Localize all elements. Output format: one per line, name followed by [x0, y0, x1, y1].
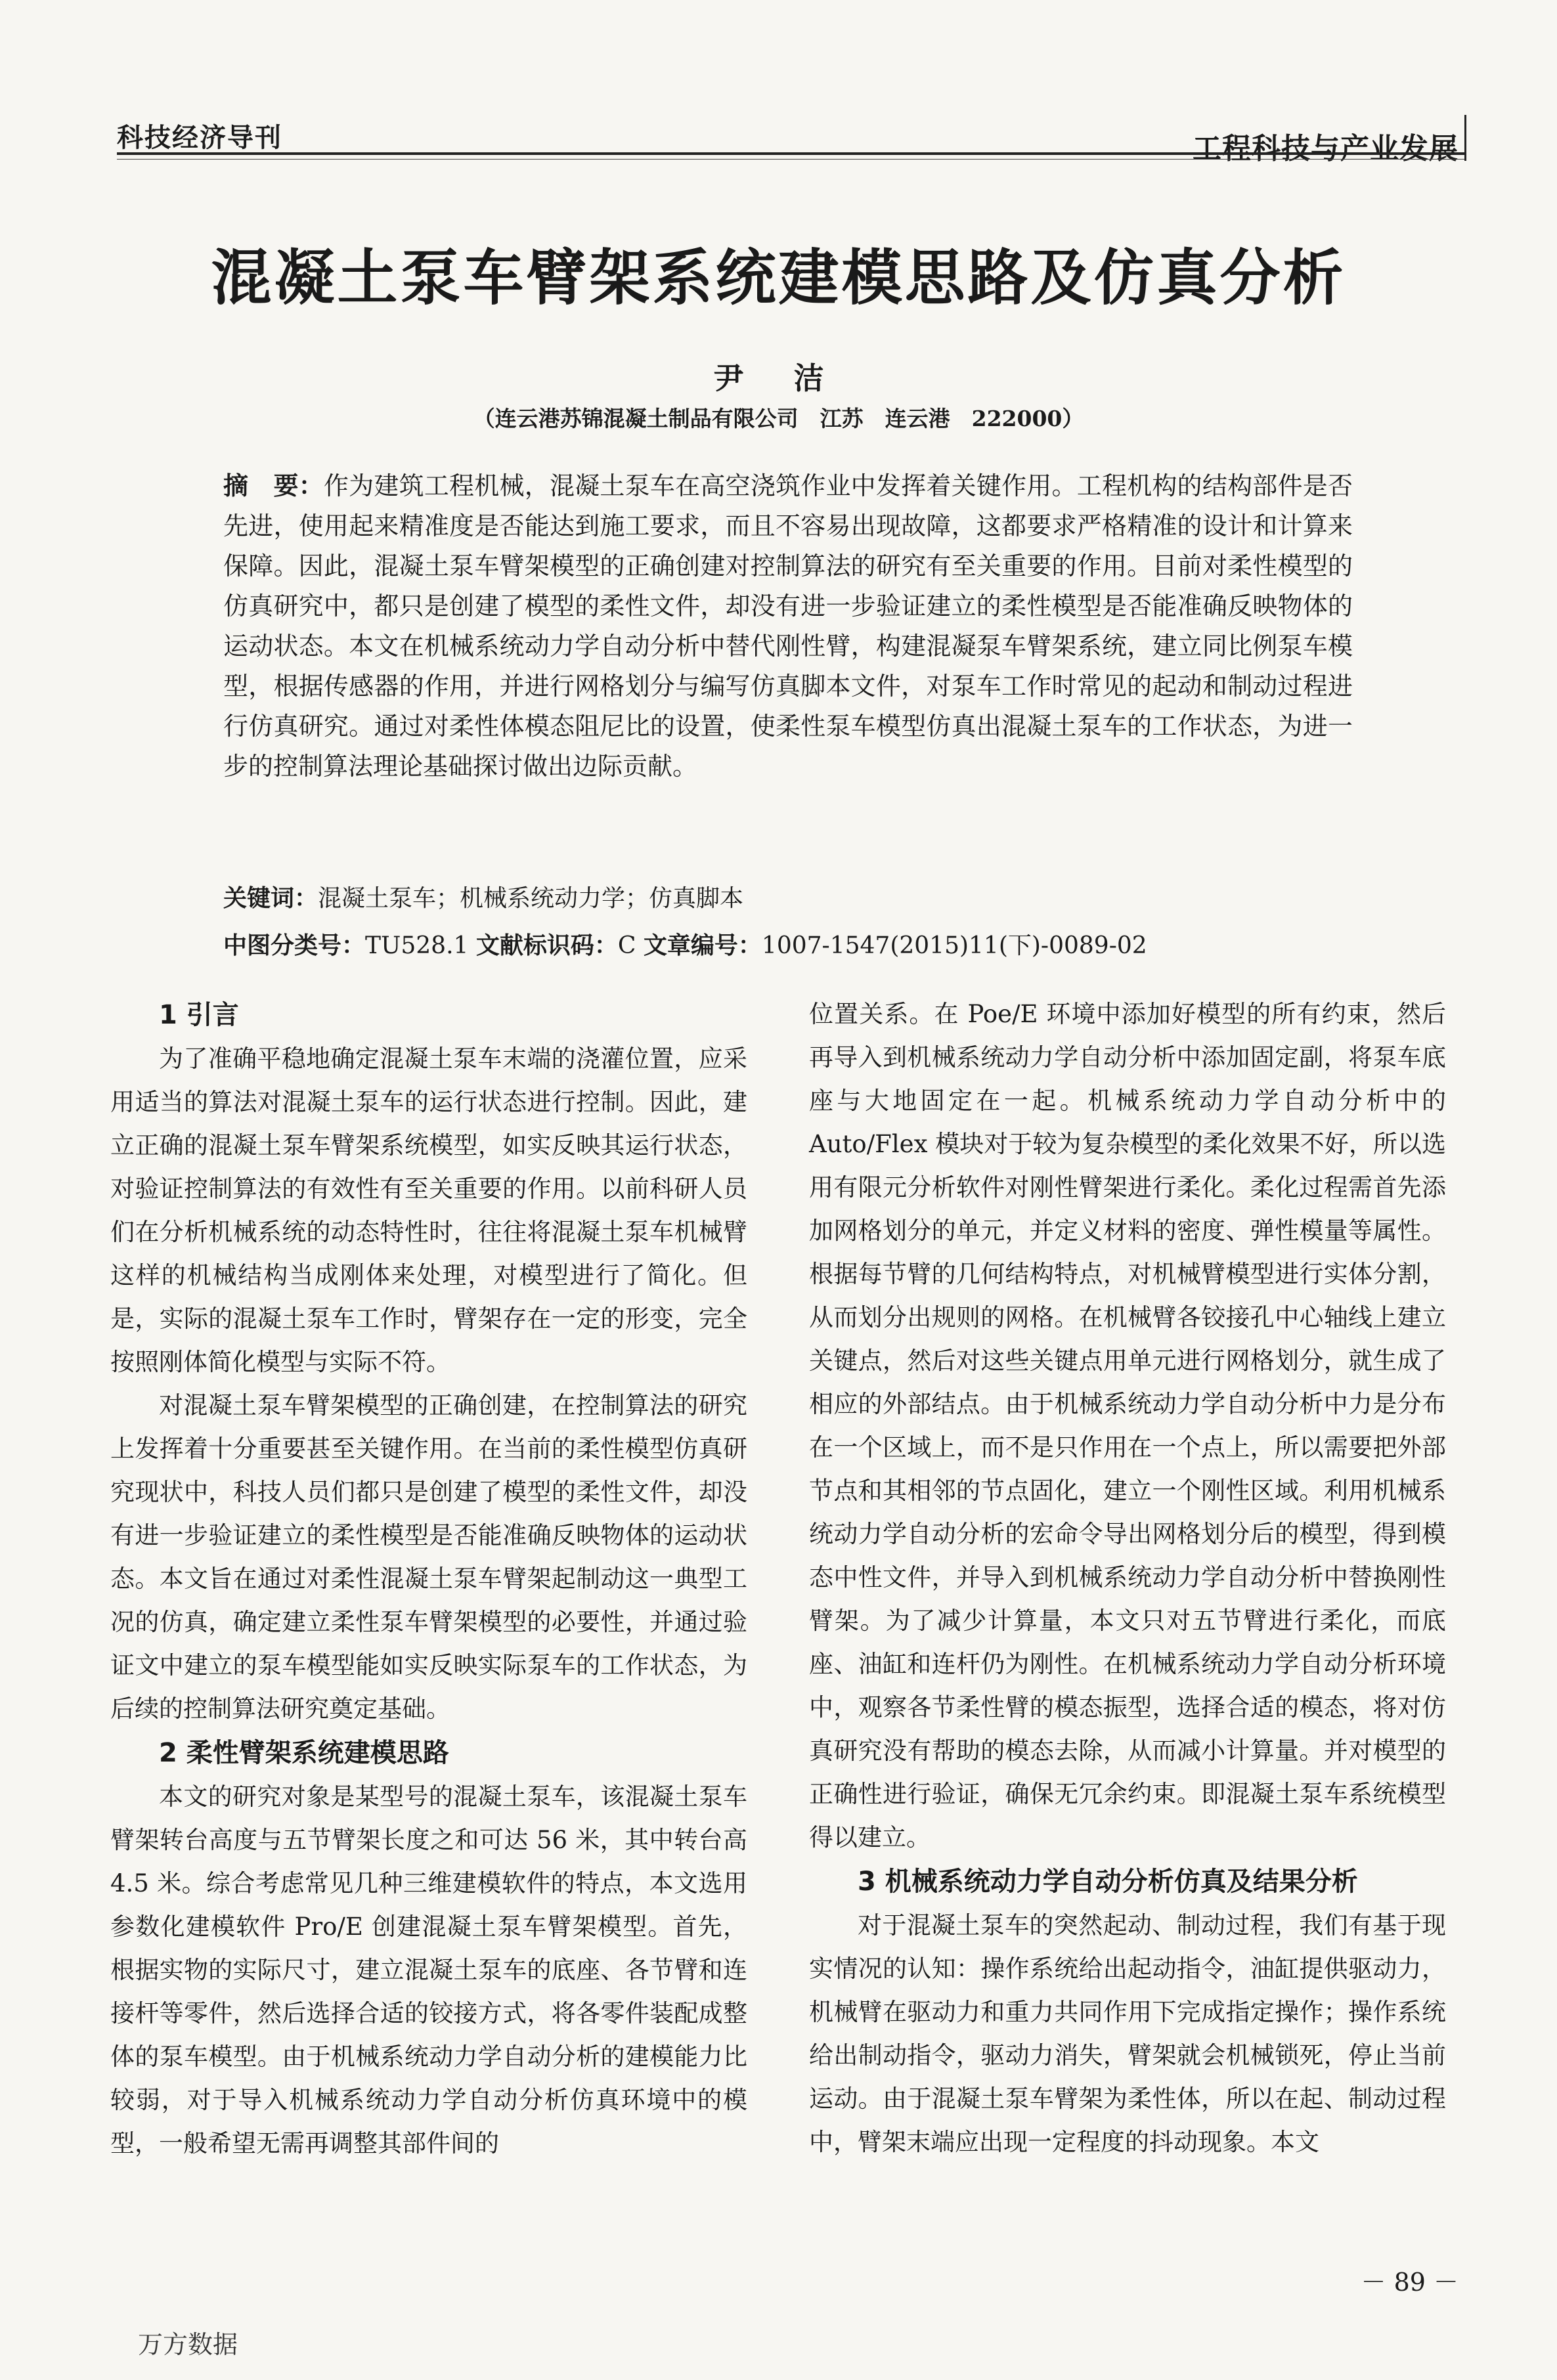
footer-watermark: 万方数据	[138, 2330, 238, 2359]
paper-title: 混凝土泵车臂架系统建模思路及仿真分析	[211, 242, 1346, 313]
section-3-paragraph-1: 对于混凝土泵车的突然起动、制动过程，我们有基于现实情况的认知：操作系统给出起动指令，油缸提供驱动力，机械臂在驱动力和重力共同作用下完成指定操作；操作系统给出制动指令，驱动力消失，臂架就会机械锁死，停止当前运动。由于混凝土泵车臂架为柔性体，所以在起、制动过程中，臂架末端应出现一定程度的抖动现象。本文	[809, 1911, 1446, 2156]
abstract-text: 作为建筑工程机械，混凝土泵车在高空浇筑作业中发挥着关键作用。工程机构的结构部件是否先进，使用起来精准度是否能达到施工要求，而且不容易出现故障，这都要求严格精准的设计和计算来保障。因此，混凝土泵车臂架模型的正确创建对控制算法的研究有至关重要的作用。目前对柔性模型的仿真研究中，都只是创建了模型的柔性文件，却没有进一步验证建立的柔性模型是否能准确反映物体的运动状态。本文在机械系统动力学自动分析中替代刚性臂，构建混凝泵车臂架系统，建立同比例泵车模型，根据传感器的作用，并进行网格划分与编写仿真脚本文件，对泵车工作时常见的起动和制动过程进行仿真研究。通过对柔性体模态阻尼比的设置，使柔性泵车模型仿真出混凝土泵车的工作状态，为进一步的控制算法理论基础探讨做出边际贡献。	[223, 471, 1353, 781]
doc-code-label: 文献标识码：	[475, 932, 618, 959]
classification-line	[223, 927, 1353, 961]
author-affiliation: （连云港苏锦混凝土制品有限公司 江苏 连云港 222000）	[473, 406, 1084, 431]
section-3-heading: 3 机械系统动力学自动分析仿真及结果分析	[858, 1867, 1358, 1897]
running-header-left: 科技经济导刊	[117, 123, 282, 153]
section-1-heading: 1 引言	[159, 1000, 239, 1030]
right-column	[809, 993, 1446, 2164]
keywords-label: 关键词：	[223, 885, 318, 912]
page-number: － 89 －	[1361, 2268, 1458, 2297]
left-column	[110, 993, 747, 2165]
doc-code-value: C	[617, 932, 636, 959]
clc-label: 中图分类号：	[223, 932, 366, 959]
header-rule	[117, 152, 1465, 160]
running-header-right: 工程科技与产业发展	[1193, 132, 1458, 165]
section-2-heading: 2 柔性臂架系统建模思路	[159, 1738, 449, 1768]
section-1-paragraph-2: 对混凝土泵车臂架模型的正确创建，在控制算法的研究上发挥着十分重要甚至关键作用。在当前的柔性模型仿真研究现状中，科技人员们都只是创建了模型的柔性文件，却没有进一步验证建立的柔性模型是否能准确反映物体的运动状态。本文旨在通过对柔性混凝土泵车臂架起制动这一典型工况的仿真，确定建立柔性泵车臂架模型的必要性，并通过验证文中建立的泵车模型能如实反映实际泵车的工作状态，为后续的控制算法研究奠定基础。	[110, 1391, 747, 1723]
abstract-label: 摘 要：	[223, 471, 324, 500]
section-2-continuation: 位置关系。在 Poe/E 环境中添加好模型的所有约束，然后再导入到机械系统动力学自动分析中添加固定副，将泵车底座与大地固定在一起。机械系统动力学自动分析中的 Auto/Flex 模块对于较为复杂模型的柔化效果不好，所以选用有限元分析软件对刚性臂架进行柔化。柔化过程需首先添加网格划分的单元，并定义材料的密度、弹性模量等属性。根据每节臂的几何结构特点，对机械臂模型进行实体分割，从而划分出规则的网格。在机械臂各铰接孔中心轴线上建立关键点，然后对这些关键点用单元进行网格划分，就生成了相应的外部结点。由于机械系统动力学自动分析中力是分布在一个区域上，而不是只作用在一个点上，所以需要把外部节点和其相邻的节点固化，建立一个刚性区域。利用机械系统动力学自动分析的宏命令导出网格划分后的模型，得到模态中性文件，并导入到机械系统动力学自动分析中替换刚性臂架。为了减少计算量，本文只对五节臂进行柔化，而底座、油缸和连杆仍为刚性。在机械系统动力学自动分析环境中，观察各节柔性臂的模态振型，选择合适的模态，将对仿真研究没有帮助的模态去除，从而减小计算量。并对模型的正确性进行验证，确保无冗余约束。即混凝土泵车系统模型得以建立。	[809, 1000, 1446, 1851]
author-name: 尹 洁	[713, 360, 844, 396]
article-number-label: 文章编号：	[643, 932, 762, 959]
clc-value: TU528.1	[365, 932, 469, 959]
keywords-text: 混凝土泵车；机械系统动力学；仿真脚本	[318, 885, 744, 912]
header-bracket	[1464, 115, 1466, 161]
article-number-value: 1007-1547(2015)11(下)-0089-02	[761, 932, 1147, 959]
keywords	[223, 880, 1353, 913]
section-2-paragraph-1: 本文的研究对象是某型号的混凝土泵车，该混凝土泵车臂架转台高度与五节臂架长度之和可达 56 米，其中转台高 4.5 米。综合考虑常见几种三维建模软件的特点，本文选用参数化建模软件 Pro/E 创建混凝土泵车臂架模型。首先，根据实物的实际尺寸，建立混凝土泵车的底座、各节臂和连接杆等零件，然后选择合适的铰接方式，将各零件装配成整体的泵车模型。由于机械系统动力学自动分析的建模能力比较弱，对于导入机械系统动力学自动分析仿真环境中的模型，一般希望无需再调整其部件间的	[110, 1783, 747, 2157]
abstract	[223, 466, 1353, 787]
section-1-paragraph-1: 为了准确平稳地确定混凝土泵车末端的浇灌位置，应采用适当的算法对混凝土泵车的运行状态进行控制。因此，建立正确的混凝土泵车臂架系统模型，如实反映其运行状态，对验证控制算法的有效性有至关重要的作用。以前科研人员们在分析机械系统的动态特性时，往往将混凝土泵车机械臂这样的机械结构当成刚体来处理，对模型进行了简化。但是，实际的混凝土泵车工作时，臂架存在一定的形变，完全按照刚体简化模型与实际不符。	[110, 1045, 747, 1376]
